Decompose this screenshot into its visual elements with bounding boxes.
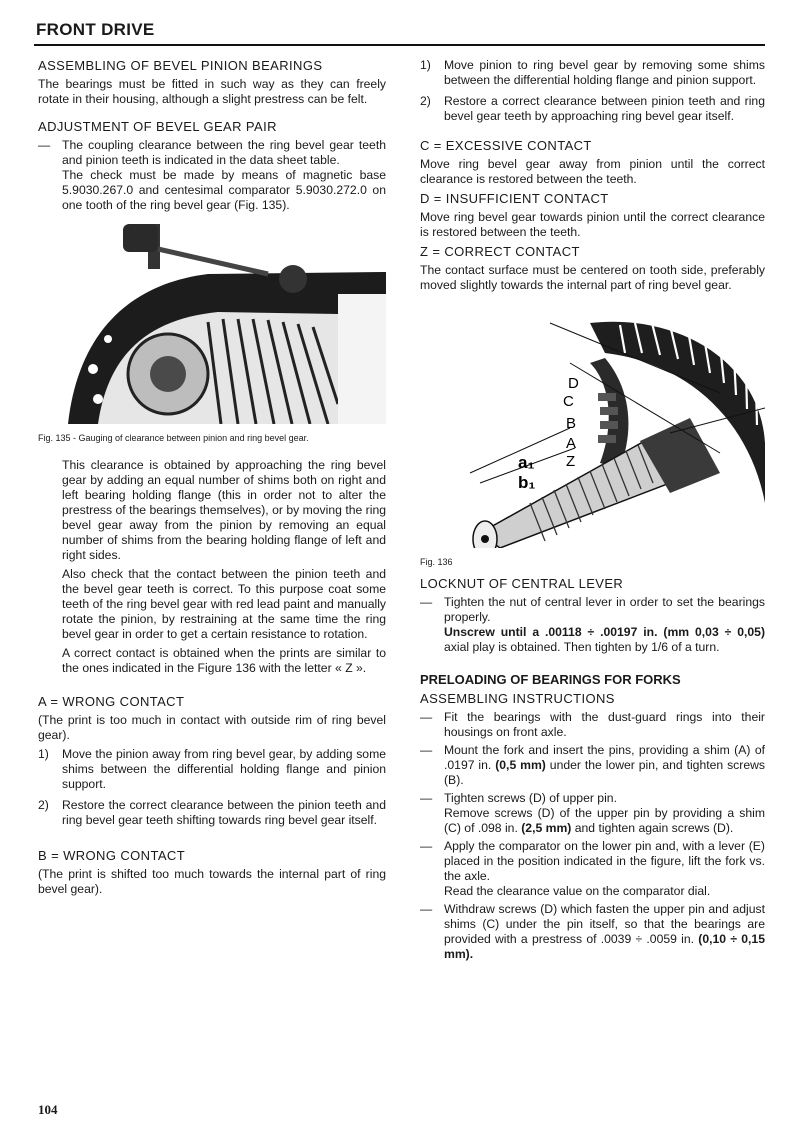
fig136-label-a2: a₂ — [660, 368, 678, 387]
fig136-label-d: D — [568, 375, 579, 392]
dash-item-text: Mount the fork and insert the pins, providing a shim (A) of .0197 in. — [444, 743, 765, 772]
fig136-label-a: A — [566, 435, 577, 452]
dash-item-text: Tighten screws (D) of upper pin. — [444, 791, 617, 805]
dash-item-text: (0,10 ÷ 0,15 mm). — [444, 932, 765, 961]
paragraph: The bearings must be fitted in such way as they can freely rotate in their housing, although a slight prestress can be felt. — [38, 77, 386, 106]
heading-locknut: LOCKNUT OF CENTRAL LEVER — [420, 576, 624, 591]
dash-marker: — — [38, 138, 51, 152]
paragraph: (The print is shifted too much towards the internal part of ring bevel gear). — [38, 867, 386, 896]
dash-item — [420, 902, 765, 962]
dash-item — [420, 710, 765, 740]
heading-z-correct-contact: Z = CORRECT CONTACT — [420, 244, 580, 259]
header-rule — [34, 44, 765, 46]
dash-item-text: (0,5 mm) — [495, 758, 546, 772]
dash-item-text: Read the clearance value on the comparator dial. — [444, 884, 711, 898]
item-text: Restore a correct clearance between pinion teeth and ring bevel gear teeth by approaching ring bevel gear itself. — [444, 94, 765, 123]
section-title: FRONT DRIVE — [36, 20, 155, 39]
dash-marker: — — [420, 710, 433, 724]
fig136-label-b: B — [566, 415, 577, 432]
dash-item — [420, 791, 765, 836]
dash-item — [38, 138, 386, 213]
fig136-label-b1: b₁ — [518, 473, 536, 492]
item-text: Restore the correct clearance between the pinion teeth and ring bevel gear teeth shifting towards ring bevel gear itself. — [62, 798, 386, 827]
dash-item-text: axial play is obtained. Then tighten by 1/6 of a turn. — [444, 640, 720, 654]
item-number: 1) — [420, 58, 431, 72]
fig136-label-b2: b₂ — [652, 388, 670, 407]
paragraph: Move ring bevel gear towards pinion until the correct clearance is restored between the teeth. — [420, 210, 765, 239]
dash-item-text: and tighten again screws (D). — [574, 821, 734, 835]
item-number: 1) — [38, 747, 49, 761]
numbered-item — [420, 58, 765, 88]
left-column — [38, 58, 386, 901]
paragraph: Move ring bevel gear away from pinion until the correct clearance is restored between the teeth. — [420, 157, 765, 186]
heading-d-insufficient-contact: D = INSUFFICIENT CONTACT — [420, 191, 609, 206]
item-number: 2) — [420, 94, 431, 108]
dash-marker: — — [420, 791, 433, 805]
fig136-label-c: C — [563, 393, 574, 410]
dash-item — [420, 743, 765, 788]
dash-marker: — — [420, 839, 433, 853]
heading-bevel-gear-pair: ADJUSTMENT OF BEVEL GEAR PAIR — [38, 119, 277, 134]
dash-marker: — — [420, 743, 433, 757]
paragraph: Also check that the contact between the pinion teeth and the bevel gear teeth is correct. To this purpose coat some teeth of the ring bevel gear with red lead paint and manually rotate the pinion, by restraining at the same time the ring bevel gear in order to get a certain resistance to rotation. — [62, 567, 386, 641]
item-text: Move the pinion away from ring bevel gear, by adding some shims between the differential holding flange and pinion support. — [62, 747, 386, 791]
dash-item-text: Tighten the nut of central lever in order to set the bearings properly. — [444, 595, 765, 624]
figure-135-caption: Fig. 135 - Gauging of clearance between pinion and ring bevel gear. — [38, 433, 309, 443]
heading-bevel-pinion-bearings: ASSEMBLING OF BEVEL PINION BEARINGS — [38, 58, 323, 73]
dash-item-text: Apply the comparator on the lower pin and, with a lever (E) placed in the position indicated in the figure, lift the fork vs. the axle. — [444, 839, 765, 883]
item-text: Move pinion to ring bevel gear by removing some shims between the differential holding flange and pinion support. — [444, 58, 765, 87]
right-column — [420, 58, 765, 965]
page-number: 104 — [38, 1102, 58, 1117]
dash-item-text: (mm 0,03 ÷ 0,05) — [663, 625, 766, 639]
paragraph: This clearance is obtained by approaching the ring bevel gear by adding an equal number of shims both on right and left bearing holding flange (this in order not to alter the prestress of the bearings themselves), or by moving the ring bevel gear away from the pinion by removing an equal number of shims from the bearing holding flange of left and right sides. — [62, 458, 386, 562]
dash-item-text: (2,5 mm) — [521, 821, 572, 835]
item-number: 2) — [38, 798, 49, 812]
dash-item-text: The coupling clearance between the ring bevel gear teeth and pinion teeth is indicated in the data sheet table. — [62, 138, 386, 167]
fig136-label-a1: a₁ — [518, 453, 535, 472]
dash-marker: — — [420, 902, 433, 916]
heading-c-excessive-contact: C = EXCESSIVE CONTACT — [420, 138, 592, 153]
numbered-item — [38, 798, 386, 828]
paragraph: (The print is too much in contact with outside rim of ring bevel gear). — [38, 713, 386, 742]
heading-b-wrong-contact: B = WRONG CONTACT — [38, 848, 186, 863]
dash-item-text: Remove screws (D) of the upper pin by providing a shim (C) of .098 in. — [444, 806, 765, 835]
dash-item-text: Fit the bearings with the dust-guard rings into their housings on front axle. — [444, 710, 765, 739]
figure-136-caption: Fig. 136 — [420, 557, 453, 567]
numbered-item — [420, 94, 765, 124]
dash-item-text: The check must be made by means of magnetic base 5.9030.267.0 and centesimal comparator 5.9030.272.0 on one tooth of the ring bevel gear (Fig. 135). — [62, 168, 386, 212]
paragraph: The contact surface must be centered on tooth side, preferably moved slightly towards the internal part of ring bevel gear. — [420, 263, 765, 292]
dash-item-text: Unscrew until a .00118 ÷ .00197 in. — [444, 625, 658, 639]
numbered-item — [38, 747, 386, 792]
heading-assembling-instructions: ASSEMBLING INSTRUCTIONS — [420, 691, 615, 706]
dash-item-text: under the lower pin, and tighten screws (B). — [444, 758, 766, 787]
heading-a-wrong-contact: A = WRONG CONTACT — [38, 694, 185, 709]
figure-135-photo — [38, 224, 386, 424]
paragraph: A correct contact is obtained when the prints are similar to the ones indicated in the Figure 136 with the letter « Z ». — [62, 646, 386, 675]
dash-item-text: Withdraw screws (D) which fasten the upper pin and adjust shims (C) under the pin itself, so that the bearings are provided with a prestress of .0039 ÷ .0059 in. — [444, 902, 765, 946]
figure-136-diagram — [420, 303, 765, 548]
fig136-label-z: Z — [566, 453, 576, 470]
dash-item — [420, 595, 765, 655]
heading-preloading: PRELOADING OF BEARINGS FOR FORKS — [420, 672, 681, 687]
dash-item — [420, 839, 765, 899]
dash-marker: — — [420, 595, 433, 609]
